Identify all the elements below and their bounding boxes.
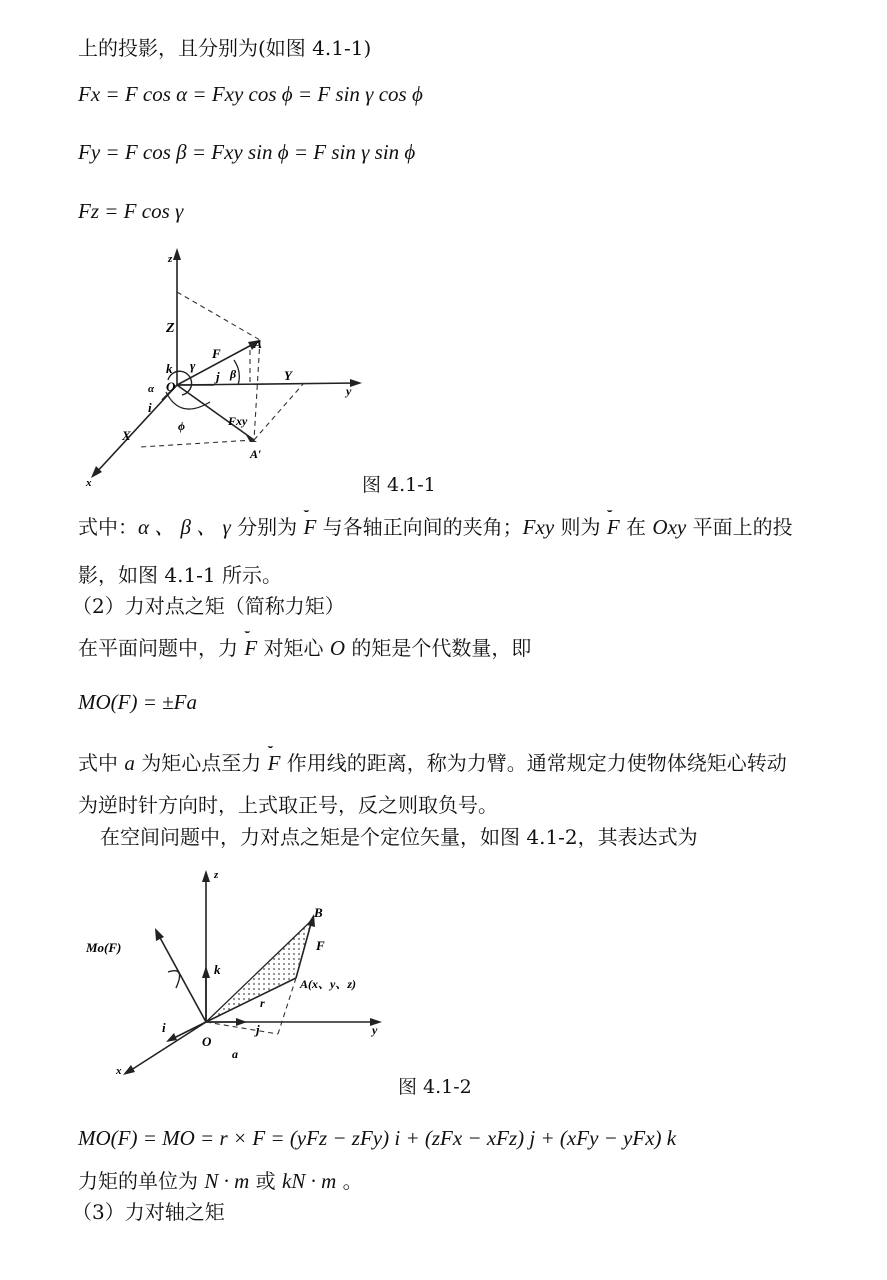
text-line-plane-moment bbox=[78, 634, 531, 662]
equation-fy: Fy = F cos β = Fxy sin ϕ = F sin γ sin ϕ bbox=[78, 140, 416, 164]
text-line-unit bbox=[78, 1167, 363, 1195]
text-line-explanation-2: 影，如图 4.1-1 所示。 bbox=[78, 563, 283, 587]
fig1-label-A: A bbox=[254, 337, 263, 351]
equation-fx: Fx = F cos α = Fxy cos ϕ = F sin γ cos ϕ bbox=[78, 82, 423, 106]
unit-knm: kN · m bbox=[282, 1169, 337, 1193]
text-line-projection: 上的投影，且分别为(如图 4.1-1) bbox=[78, 36, 372, 60]
fig1-label-phi: ϕ bbox=[178, 419, 185, 433]
fig2-label-y: y bbox=[372, 1023, 378, 1037]
fig1-label-O: O bbox=[166, 379, 176, 394]
explain-vector-f: ˇˇ F bbox=[303, 513, 316, 541]
section-heading-2: （2）力对点之矩（简称力矩） bbox=[72, 594, 345, 618]
equation-fz: Fz = F cos γ bbox=[78, 199, 184, 223]
unit-text-3: 。 bbox=[336, 1169, 363, 1193]
fig1-label-y: y bbox=[346, 384, 352, 398]
equation-mo: MO(F) = ±Fa bbox=[78, 690, 197, 714]
fig2-label-b: B bbox=[314, 905, 323, 920]
fig1-label-Z: Z bbox=[166, 321, 175, 336]
arm-text-3: 作用线的距离，称为力臂。通常规定力使物体绕矩心转动 bbox=[280, 751, 787, 775]
explain-text-2: 与各轴正向间的夹角； bbox=[316, 515, 523, 539]
text-line-space-moment: 在空间问题中，力对点之矩是个定位矢量，如图 4.1-2，其表达式为 bbox=[100, 825, 698, 849]
fig1-label-Y: Y bbox=[284, 368, 292, 383]
explain-text-3: 则为 bbox=[554, 515, 607, 539]
fig2-label-z: z bbox=[214, 869, 219, 881]
explain-prefix: 式中： bbox=[78, 515, 138, 539]
caption-4-1-2: 图 4.1-2 bbox=[398, 1076, 472, 1098]
fig2-label-o: O bbox=[202, 1034, 212, 1049]
unit-text-2: 或 bbox=[249, 1169, 283, 1193]
fig1-label-F: F bbox=[212, 346, 221, 361]
figure-4-1-2 bbox=[82, 862, 392, 1082]
arm-text-2: 为矩心点至力 bbox=[134, 751, 268, 775]
fig2-x-axis bbox=[128, 1022, 206, 1072]
explain-angles: α 、 β 、 γ bbox=[138, 515, 231, 539]
fig1-label-gamma: γ bbox=[190, 358, 196, 373]
fig1-label-aprime: A′ bbox=[250, 447, 262, 461]
explain-text-4: 在 bbox=[619, 515, 653, 539]
figure-4-1-1 bbox=[82, 240, 372, 490]
explain-text-1: 分别为 bbox=[230, 515, 304, 539]
arm-text-1: 式中 bbox=[78, 751, 125, 775]
arm-vector-f: ˇˇ F bbox=[268, 749, 281, 777]
text-line-moment-arm bbox=[78, 749, 787, 777]
text-line-sign-rule: 为逆时针方向时，上式取正号，反之则取负号。 bbox=[78, 793, 498, 817]
fig2-label-j: j bbox=[256, 1022, 260, 1037]
fig2-label-a: A(x、y、z) bbox=[300, 977, 356, 991]
explain-vector-f-2: ˇˇ F bbox=[607, 513, 620, 541]
equation-mo-vector: MO(F) = MO = r × F = (yFz − zFy) i + (zFx − xFz) j + (xFy − yFx) k bbox=[78, 1126, 677, 1150]
fig1-label-z: z bbox=[168, 253, 173, 265]
fig1-fxy-vector bbox=[177, 385, 254, 440]
plane-vector-f: ˇˇ F bbox=[244, 634, 257, 662]
fig1-label-fxy: Fxy bbox=[228, 414, 248, 428]
fig2-label-r: r bbox=[260, 996, 265, 1010]
plane-text-2: 对矩心 bbox=[257, 636, 330, 660]
fig1-label-X: X bbox=[122, 428, 131, 443]
plane-point-o: O bbox=[329, 636, 346, 660]
fig2-label-i: i bbox=[162, 1020, 166, 1035]
plane-text-1: 在平面问题中，力 bbox=[78, 636, 245, 660]
fig2-moment-vector bbox=[158, 934, 206, 1022]
fig1-label-beta: β bbox=[230, 367, 237, 381]
arm-variable-a: a bbox=[124, 751, 135, 775]
section-heading-3: （3）力对轴之矩 bbox=[72, 1200, 225, 1224]
fig1-label-k: k bbox=[166, 361, 173, 376]
explain-text-5: 平面上的投 bbox=[686, 515, 793, 539]
explain-oxy: Oxy bbox=[652, 515, 687, 539]
caption-4-1-1: 图 4.1-1 bbox=[362, 474, 436, 496]
plane-text-3: 的矩是个代数量，即 bbox=[345, 636, 532, 660]
fig1-label-x: x bbox=[86, 477, 92, 489]
fig2-label-mof: Mo(F) bbox=[86, 940, 122, 955]
fig1-label-i: i bbox=[148, 400, 152, 415]
fig1-label-alpha: α bbox=[148, 383, 155, 395]
unit-nm: N · m bbox=[204, 1169, 250, 1193]
fig2-label-f: F bbox=[316, 938, 325, 953]
fig2-label-k: k bbox=[214, 962, 221, 977]
fig2-label-x: x bbox=[116, 1065, 122, 1077]
fig2-label-arm: a bbox=[232, 1047, 238, 1061]
fig1-label-j: j bbox=[216, 369, 220, 384]
unit-text-1: 力矩的单位为 bbox=[78, 1169, 205, 1193]
text-line-explanation bbox=[78, 513, 793, 541]
explain-fxy: Fxy bbox=[522, 515, 555, 539]
